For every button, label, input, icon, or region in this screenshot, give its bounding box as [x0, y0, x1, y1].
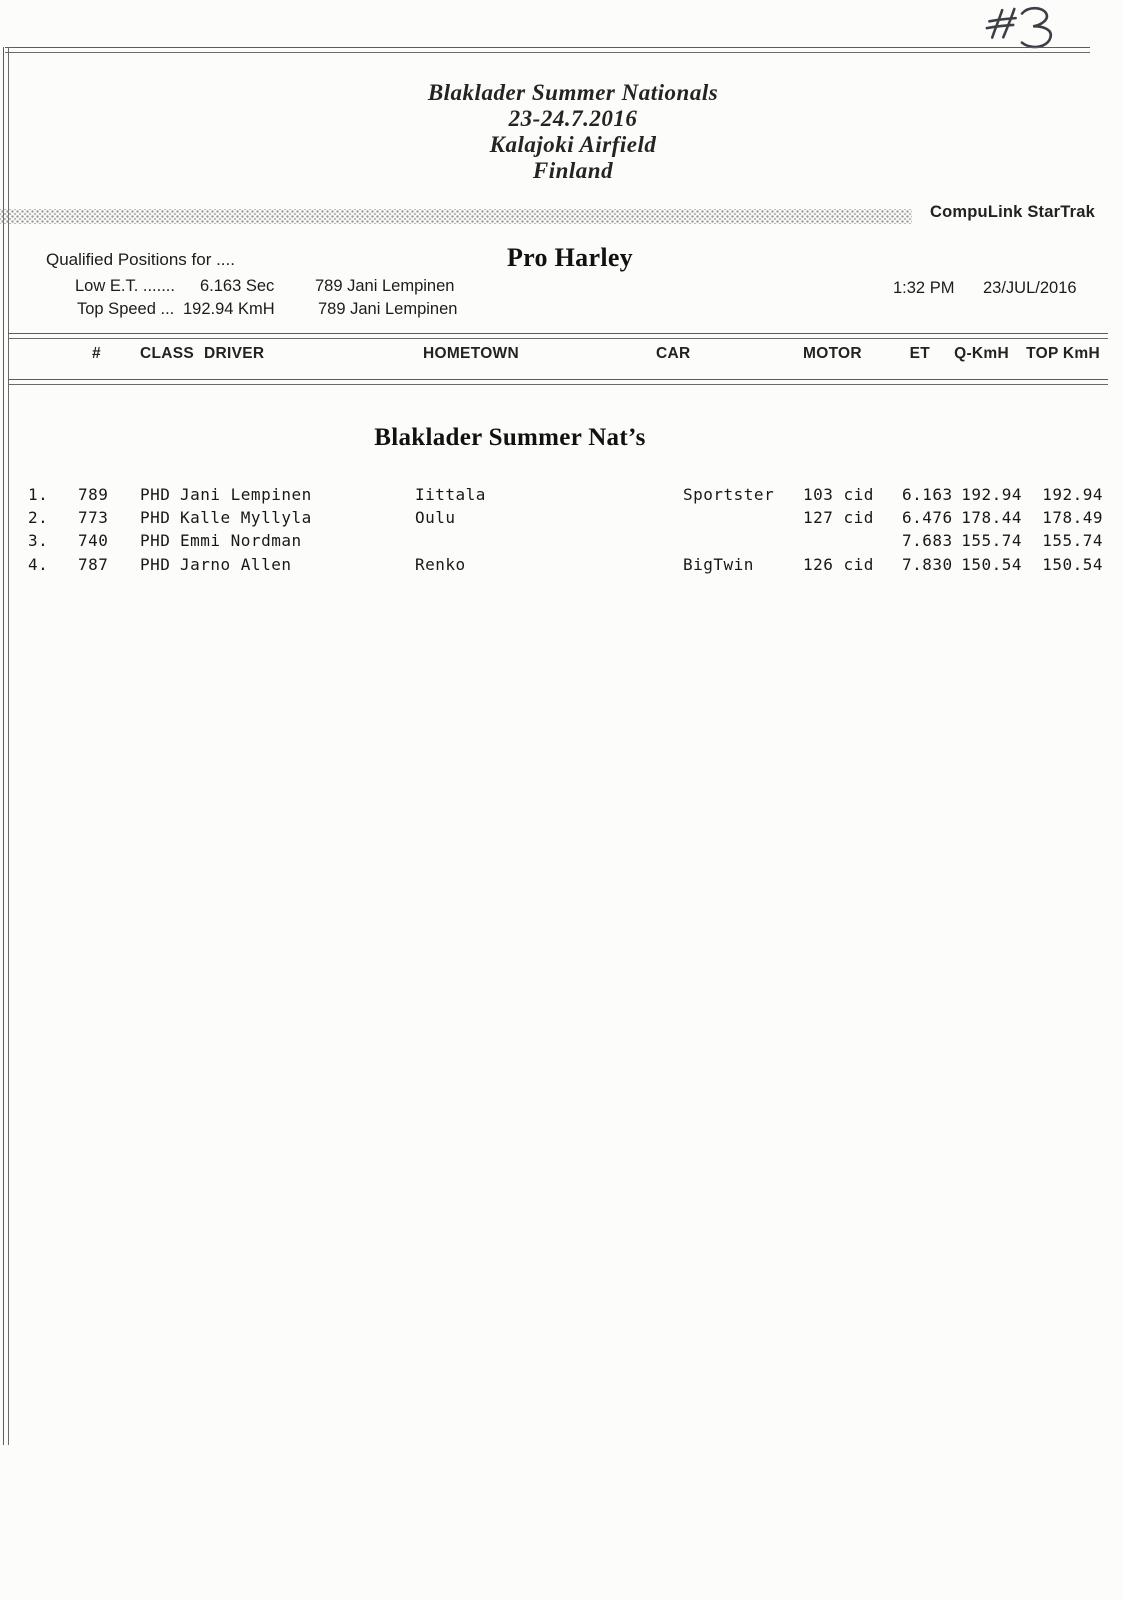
cell-qkmh: 192.94: [961, 485, 1022, 504]
cell-number: 740: [78, 531, 109, 551]
cell-motor: 103 cid: [803, 485, 874, 504]
cell-hometown: Oulu: [415, 508, 456, 528]
event-title-block: [23, 80, 1123, 184]
timing-system-label: CompuLink StarTrak: [930, 203, 1095, 221]
cell-car: Sportster: [683, 485, 775, 504]
cell-number: 787: [78, 554, 109, 574]
cell-driver: Jarno Allen: [180, 554, 292, 574]
cell-position: 3.: [28, 531, 49, 551]
page-border-left: [3, 47, 9, 1445]
cell-topkmh: 155.74: [1042, 531, 1103, 551]
cell-et: 7.683: [902, 531, 953, 551]
table-row: [28, 483, 1105, 506]
cell-motor: 127 cid: [803, 508, 874, 528]
col-header-driver: DRIVER: [204, 345, 265, 362]
cell-topkmh: 192.94: [1042, 485, 1103, 504]
table-row: [28, 529, 1105, 552]
cell-car: [683, 506, 803, 529]
col-header-et: ET: [909, 345, 930, 362]
event-country: Finland: [532, 158, 614, 183]
section-title: Blaklader Summer Nat’s: [374, 424, 646, 451]
top-speed-holder: 789 Jani Lempinen: [318, 300, 458, 318]
cell-hometown: Renko: [415, 554, 466, 574]
low-et-value: 6.163 Sec: [200, 277, 275, 295]
col-header-hometown: HOMETOWN: [423, 345, 519, 362]
table-header-rule-top: [8, 333, 1108, 339]
cell-number: 773: [78, 508, 109, 528]
print-time: 1:32 PM: [893, 279, 955, 297]
col-header-class: CLASS: [140, 345, 195, 362]
cell-topkmh: 150.54: [1042, 554, 1103, 574]
print-date: 23/JUL/2016: [983, 279, 1077, 297]
table-header-row: [28, 345, 1105, 363]
event-venue: Kalajoki Airfield: [489, 132, 657, 157]
cell-driver: Jani Lempinen: [180, 485, 312, 504]
cell-hometown: [415, 529, 683, 552]
cell-et: 7.830: [902, 554, 953, 574]
cell-car: BigTwin: [683, 554, 754, 574]
col-header-motor: MOTOR: [803, 345, 862, 362]
col-header-spacer: [28, 345, 78, 363]
table-row: [28, 553, 1105, 576]
top-speed-label: Top Speed ...: [77, 300, 175, 318]
cell-qkmh: 178.44: [961, 508, 1022, 528]
cell-number: 789: [78, 485, 109, 504]
col-header-topkmh: TOP KmH: [1026, 345, 1100, 362]
results-table-body: [28, 483, 1105, 576]
cell-class: PHD: [140, 531, 171, 551]
cell-driver: Emmi Nordman: [180, 531, 302, 551]
cell-class: PHD: [140, 485, 171, 504]
cell-et: 6.163: [902, 485, 953, 504]
cell-hometown: Iittala: [415, 485, 486, 504]
page-border-top: [5, 47, 1090, 53]
table-header-rule-bottom: [8, 379, 1108, 385]
cell-class: PHD: [140, 508, 171, 528]
cell-et: 6.476: [902, 508, 953, 528]
cell-position: 2.: [28, 508, 49, 528]
race-class-title: Pro Harley: [507, 243, 633, 272]
cell-position: 1.: [28, 485, 49, 504]
cell-motor: 126 cid: [803, 554, 874, 574]
top-speed-value: 192.94 KmH: [183, 300, 275, 318]
low-et-holder: 789 Jani Lempinen: [315, 277, 455, 295]
dotted-separator: [0, 209, 912, 224]
table-row: [28, 506, 1105, 529]
cell-position: 4.: [28, 554, 49, 574]
cell-qkmh: 150.54: [961, 554, 1022, 574]
cell-topkmh: 178.49: [1042, 508, 1103, 528]
col-header-number: #: [92, 345, 101, 362]
cell-driver: Kalle Myllyla: [180, 508, 312, 528]
cell-motor: [803, 529, 902, 552]
cell-qkmh: 155.74: [961, 531, 1022, 551]
event-title: Blaklader Summer Nationals: [427, 80, 719, 105]
cell-car: [683, 529, 803, 552]
qualified-positions-label: Qualified Positions for ....: [46, 250, 235, 269]
low-et-label: Low E.T. .......: [75, 277, 175, 295]
col-header-car: CAR: [656, 345, 691, 362]
event-dates: 23-24.7.2016: [508, 106, 638, 131]
col-header-qkmh: Q-KmH: [954, 345, 1009, 362]
cell-class: PHD: [140, 554, 171, 574]
